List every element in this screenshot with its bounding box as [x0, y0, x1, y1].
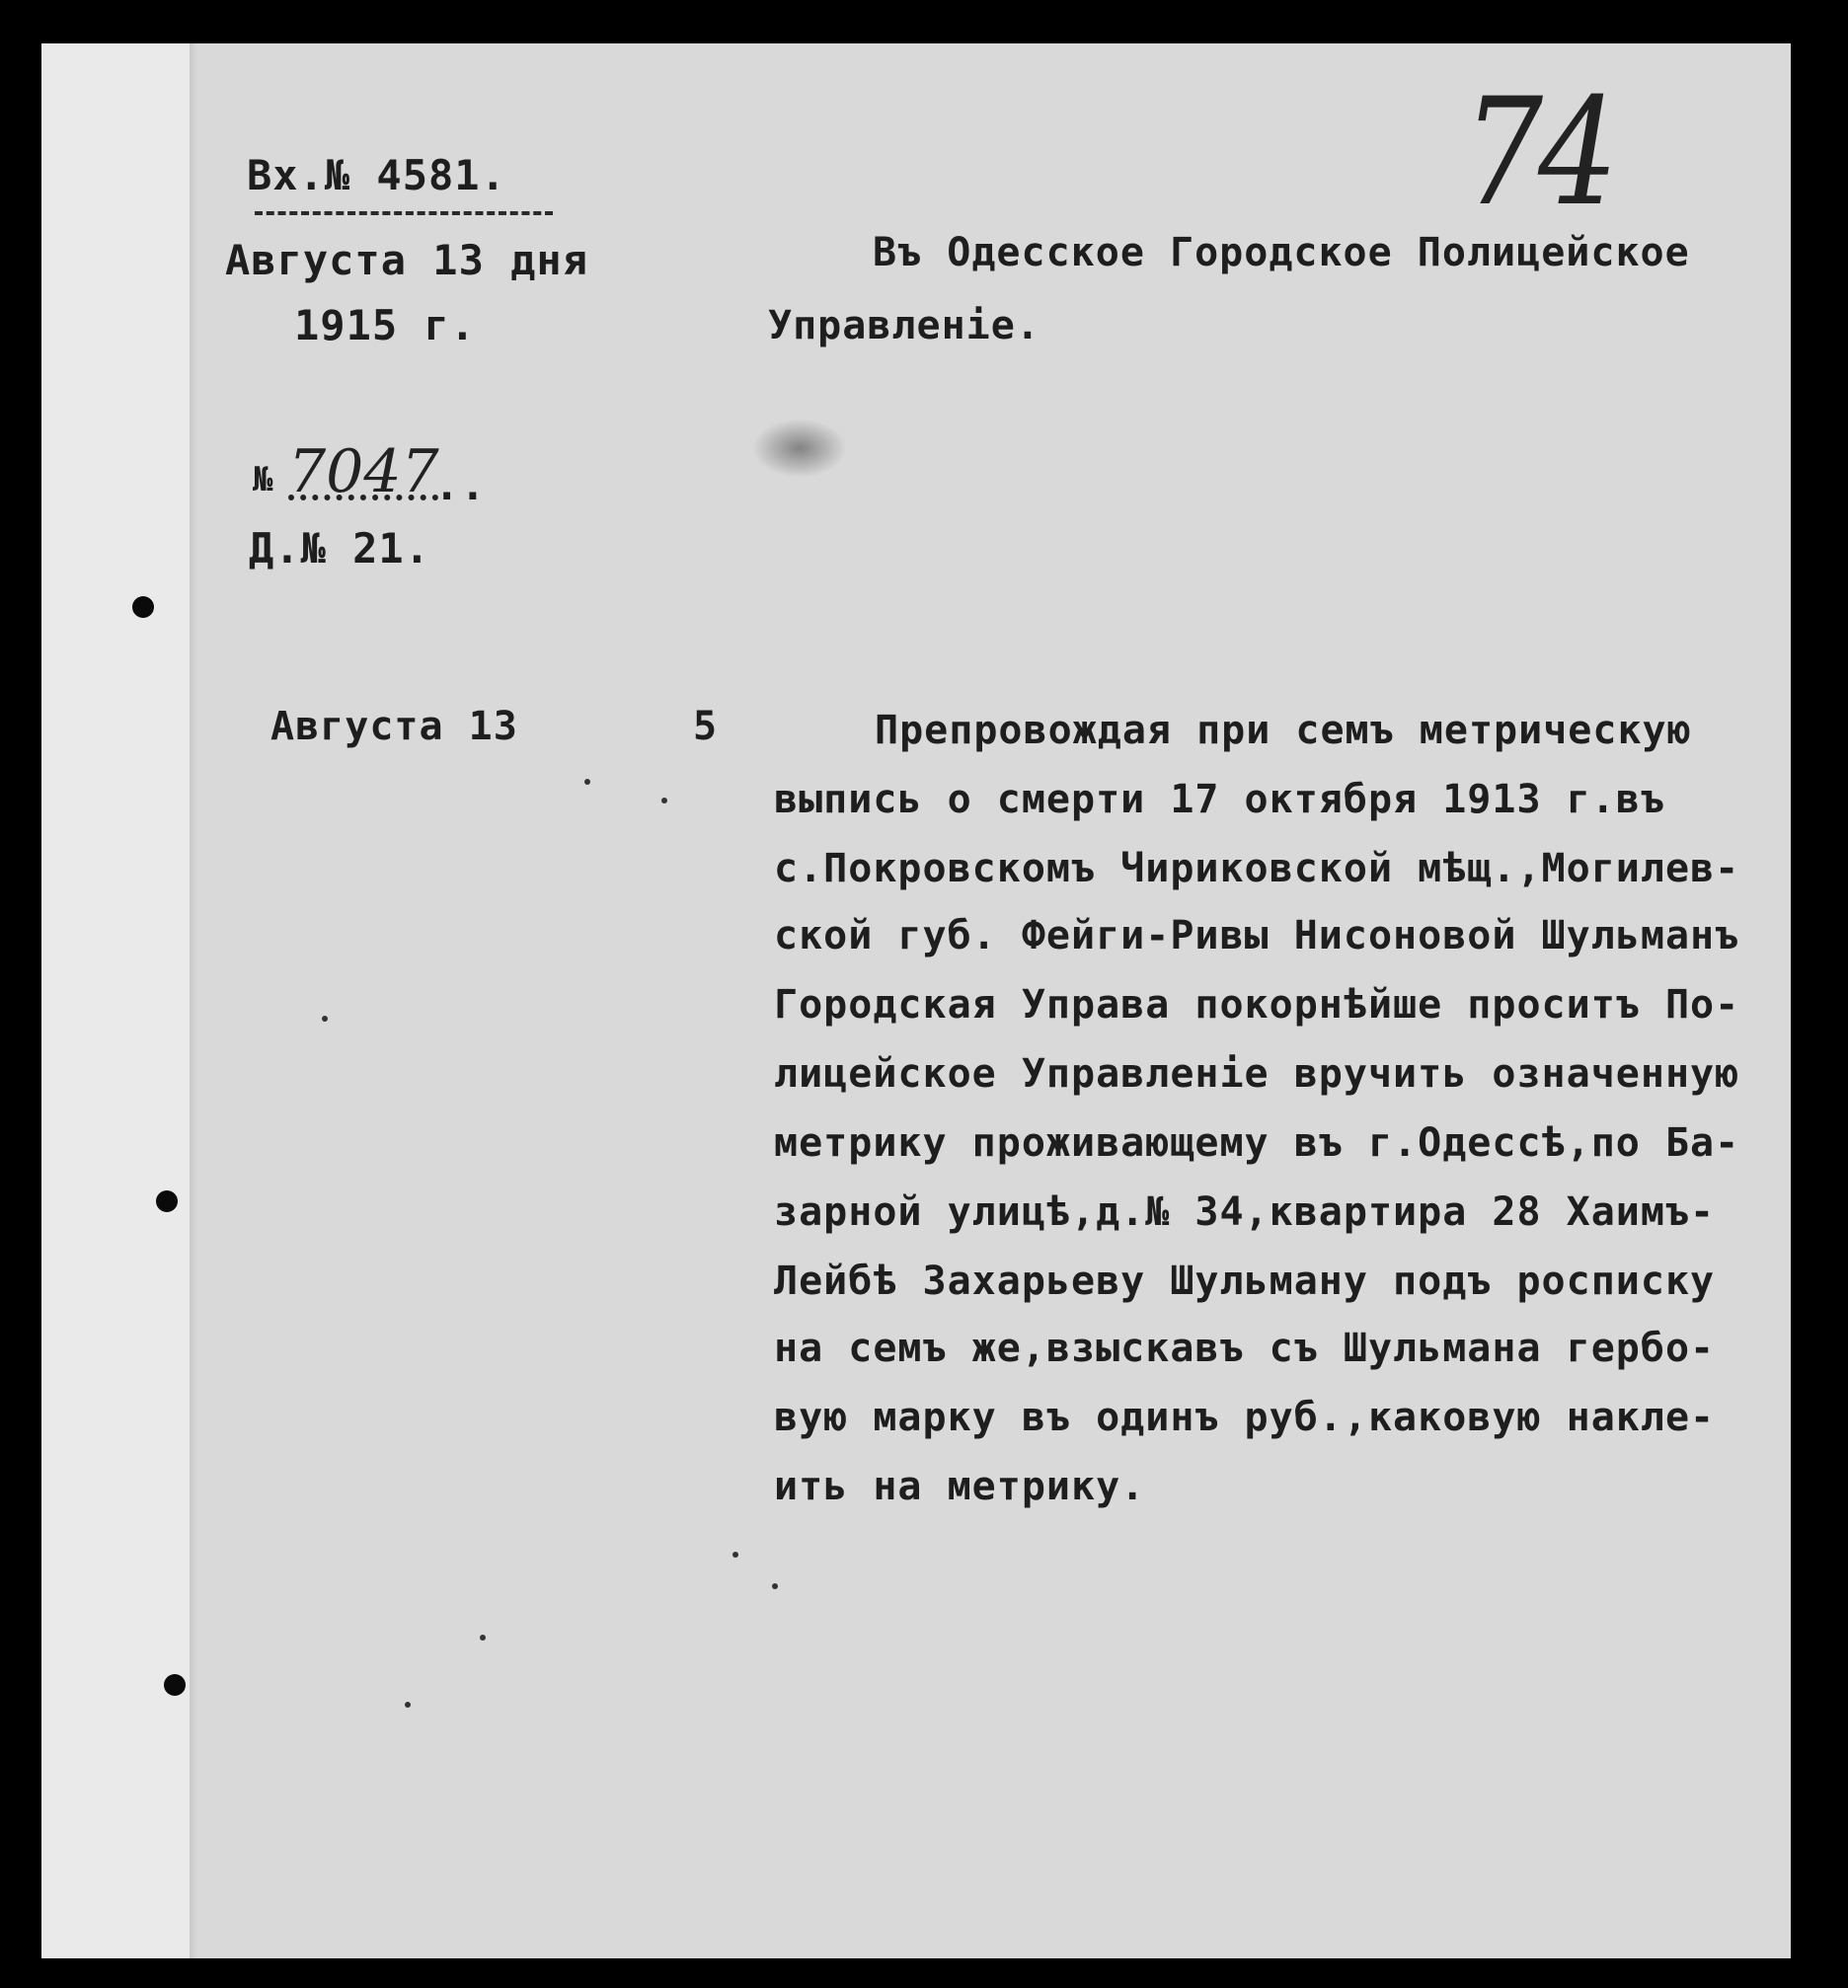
body-line-1: Препровождая при семъ метрическую — [875, 708, 1692, 753]
paper-speck — [322, 1016, 328, 1022]
page-fold-shadow — [190, 43, 197, 1958]
body-line-12: ить на метрику. — [774, 1464, 1146, 1509]
punch-hole-middle — [156, 1190, 178, 1212]
registration-year: 1915 г. — [294, 301, 477, 349]
body-line-11: вую марку въ одинъ руб.,каковую накле- — [774, 1395, 1716, 1440]
document-page — [41, 43, 1791, 1958]
paper-speck — [732, 1552, 738, 1558]
registration-number-dots: .. — [434, 461, 487, 509]
margin-item-number: 5 — [693, 704, 719, 749]
body-line-9: Лейбѣ Захарьеву Шульману подъ росписку — [774, 1259, 1716, 1304]
punch-hole-top — [132, 596, 154, 618]
paper-speck — [584, 779, 590, 785]
body-line-8: зарной улицѣ,д.№ 34,квартира 28 Хаимъ- — [774, 1189, 1716, 1235]
body-line-2: выпись о смерти 17 октября 1913 г.въ — [774, 777, 1665, 822]
addressee-line-1: Въ Одесское Городское Полицейское — [873, 230, 1690, 275]
paper-speck — [772, 1583, 778, 1589]
addressee-line-2: Управленіе. — [768, 303, 1040, 348]
body-line-5: Городская Управа покорнѣйше проситъ По- — [774, 982, 1740, 1028]
punch-hole-bottom — [164, 1674, 186, 1696]
ink-smudge — [752, 419, 847, 478]
margin-date: Августа 13 — [270, 704, 518, 749]
paper-speck — [480, 1635, 486, 1641]
registration-number-prefix: № — [253, 460, 274, 499]
paper-speck — [661, 798, 667, 803]
paper-speck — [405, 1702, 411, 1708]
incoming-number: Вх.№ 4581. — [247, 151, 506, 199]
page-left-margin — [41, 43, 190, 1958]
body-line-3: с.Покровскомъ Чириковской мѣщ.,Могилев- — [774, 846, 1740, 891]
dashed-divider — [255, 211, 553, 215]
body-line-7: метрику проживающему въ г.Одессѣ,по Ба- — [774, 1120, 1740, 1166]
registration-date: Августа 13 дня — [225, 236, 589, 284]
body-line-10: на семъ же,взыскавъ съ Шульмана гербо- — [774, 1326, 1716, 1371]
file-number: Д.№ 21. — [249, 524, 431, 573]
body-line-4: ской губ. Фейги-Ривы Нисоновой Шульманъ — [774, 913, 1740, 958]
handwritten-page-number: 74 — [1463, 67, 1614, 239]
body-line-6: лицейское Управленіе вручить означенную — [774, 1051, 1740, 1097]
registration-number-handwritten: 7047 — [288, 437, 439, 506]
